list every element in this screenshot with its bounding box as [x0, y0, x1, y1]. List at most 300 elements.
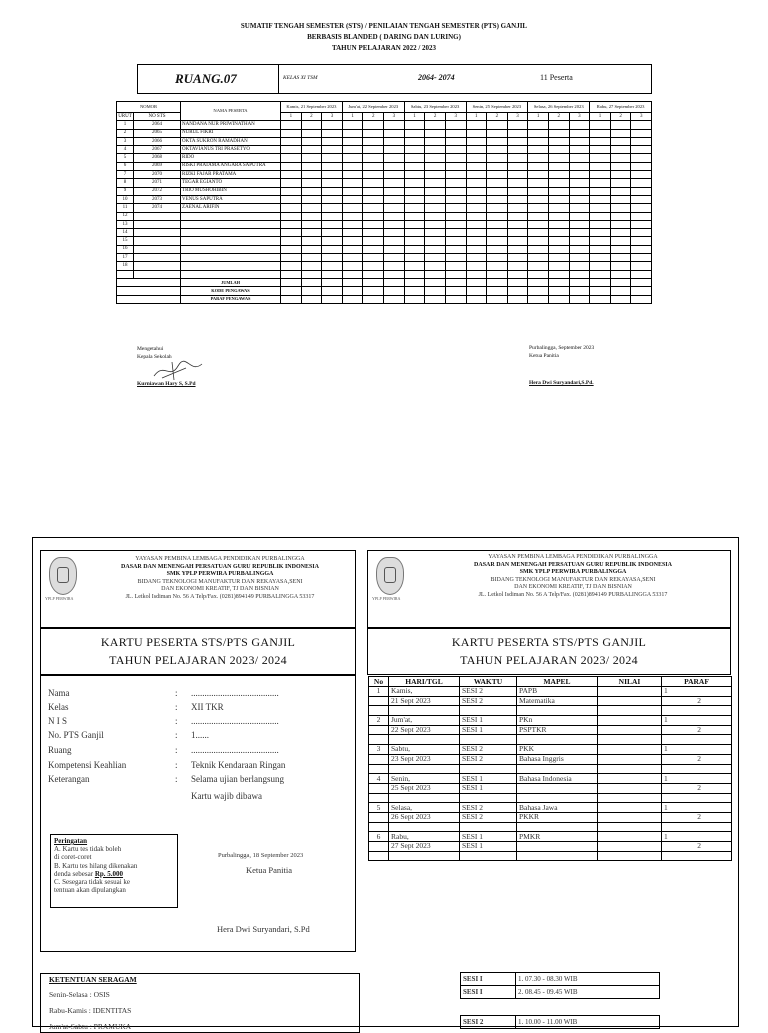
attendance-cell — [548, 195, 569, 203]
attendance-cell — [610, 179, 631, 187]
participant-urut: 2 — [117, 129, 134, 137]
attendance-cell — [528, 270, 549, 278]
attendance-cell — [404, 254, 425, 262]
schedule-table — [368, 676, 732, 861]
attendance-cell — [528, 129, 549, 137]
attendance-cell — [425, 162, 446, 170]
attendance-cell — [528, 187, 549, 195]
schedule-date — [389, 735, 460, 745]
attendance-cell — [548, 171, 569, 179]
participant-nama: ZAENAL ARIFIN — [181, 204, 281, 212]
schedule-date: Rabu, — [389, 832, 460, 842]
schedule-no: 6 — [369, 832, 389, 842]
warning-line: denda sebesar Rp. 5.000 — [54, 869, 124, 878]
participant-urut: 3 — [117, 137, 134, 145]
field-label: Nama — [48, 688, 70, 698]
uniform-item: Senin-Selasa : OSIS — [49, 990, 110, 999]
participant-row — [117, 179, 652, 187]
session-col: 2 — [487, 113, 508, 121]
schedule-date — [389, 851, 460, 861]
session-col: 3 — [445, 113, 466, 121]
attendance-cell — [507, 220, 528, 228]
schedule-date: Sabtu, — [389, 745, 460, 755]
attendance-cell — [548, 162, 569, 170]
attendance-cell — [281, 237, 302, 245]
schedule-row — [369, 822, 732, 832]
attendance-cell — [528, 254, 549, 262]
sig-right-name: Hera Dwi Suryandari,S.Pd. — [529, 380, 594, 386]
attendance-cell — [301, 137, 322, 145]
card-title-line2: TAHUN PELAJARAN 2023/ 2024 — [109, 653, 287, 667]
schedule-time — [460, 793, 517, 803]
attendance-cell — [425, 154, 446, 162]
attendance-cell — [487, 220, 508, 228]
warning-line: B. Kartu tes hilang dikenakan — [54, 861, 138, 870]
participant-no: 2071 — [134, 179, 181, 187]
attendance-cell — [528, 229, 549, 237]
attendance-cell — [548, 204, 569, 212]
schedule-subject: PSPTKR — [517, 725, 598, 735]
attendance-cell — [631, 121, 652, 129]
attendance-cell — [322, 237, 343, 245]
attendance-cell — [445, 270, 466, 278]
attendance-cell — [466, 171, 487, 179]
attendance-cell — [610, 237, 631, 245]
session-time: 2. 08.45 - 09.45 WIB — [516, 986, 660, 999]
session-label: SESI 2 — [461, 1016, 516, 1029]
attendance-cell — [569, 195, 590, 203]
col-nama: NAMA PESERTA — [181, 102, 281, 121]
attendance-cell — [631, 154, 652, 162]
attendance-cell — [466, 245, 487, 253]
participant-urut: 7 — [117, 171, 134, 179]
participant-nama: RIDO — [181, 154, 281, 162]
attendance-cell — [590, 254, 611, 262]
participant-urut: 15 — [117, 237, 134, 245]
participant-nama — [181, 254, 281, 262]
attendance-cell — [466, 137, 487, 145]
participant-nama: RIZKI FAJAR PRATAMA — [181, 171, 281, 179]
institution-text: YAYASAN PEMBINA LEMBAGA PENDIDIKAN PURBALINGGA DASAR DAN MENENGAH PERSATUAN GURU REPUBLIK INDONESIA SMK YPLP PERWIRA PURBALINGGA BIDANG TEKNOLOGI MANUFAKTUR DAN REKAYASA,SENI DAN EKONOMI KREATIF, TJ DAN BISNIAN JL. Letkol Isdiman No. 56 A Telp/Fax. (0281)894149 PURBALINGGA 53317 — [121, 556, 319, 600]
participant-urut: 9 — [117, 187, 134, 195]
attendance-cell — [590, 229, 611, 237]
attendance-cell — [404, 187, 425, 195]
participant-no — [134, 262, 181, 270]
schedule-date: Kamis, — [389, 687, 460, 697]
warning-line: tentuan akan dipulangkan — [54, 886, 126, 895]
attendance-cell — [590, 154, 611, 162]
attendance-cell — [548, 229, 569, 237]
field-value: Teknik Kendaraan Ringan — [191, 760, 286, 770]
participant-no — [134, 229, 181, 237]
participant-no — [134, 245, 181, 253]
uniform-box — [40, 973, 360, 1033]
attendance-cell — [590, 187, 611, 195]
attendance-cell — [548, 154, 569, 162]
schedule-no — [369, 812, 389, 822]
schedule-time — [460, 822, 517, 832]
participant-row — [117, 187, 652, 195]
session-col: 3 — [384, 113, 405, 121]
attendance-cell — [445, 179, 466, 187]
attendance-cell — [590, 121, 611, 129]
schedule-score — [598, 745, 662, 755]
attendance-table — [116, 101, 652, 304]
schedule-col-header: WAKTU — [460, 677, 517, 687]
attendance-cell — [301, 129, 322, 137]
schedule-row — [369, 754, 732, 764]
attendance-cell — [404, 171, 425, 179]
schedule-date: 27 Sept 2023 — [389, 842, 460, 852]
card-title-line2: TAHUN PELAJARAN 2023/ 2024 — [460, 653, 638, 667]
warning-title: Peringatan — [54, 837, 88, 845]
schedule-score — [598, 793, 662, 803]
attendance-cell — [425, 146, 446, 154]
attendance-cell — [445, 262, 466, 270]
attendance-cell — [569, 187, 590, 195]
attendance-cell — [281, 220, 302, 228]
logo-caption: YPLP PERWIRA — [372, 596, 401, 601]
attendance-cell — [342, 129, 363, 137]
attendance-cell — [631, 195, 652, 203]
warning-line: A. Kartu tes tidak boleh — [54, 845, 122, 854]
attendance-cell — [507, 229, 528, 237]
schedule-date — [389, 793, 460, 803]
room-range: 2064- 2074 — [418, 73, 455, 82]
attendance-cell — [528, 204, 549, 212]
participant-nama — [181, 245, 281, 253]
attendance-cell — [445, 254, 466, 262]
attendance-cell — [384, 262, 405, 270]
attendance-cell — [445, 129, 466, 137]
attendance-cell — [404, 204, 425, 212]
attendance-cell — [631, 171, 652, 179]
attendance-cell — [342, 171, 363, 179]
schedule-row — [369, 745, 732, 755]
schedule-time: SESI 1 — [460, 716, 517, 726]
schedule-row — [369, 696, 732, 706]
date-header: Senin, 25 September 2023 — [466, 102, 528, 113]
uniform-item: Rabu-Kamis : IDENTITAS — [49, 1006, 132, 1015]
attendance-cell — [569, 179, 590, 187]
attendance-cell — [342, 137, 363, 145]
attendance-cell — [507, 254, 528, 262]
attendance-cell — [610, 262, 631, 270]
schedule-time: SESI 2 — [460, 696, 517, 706]
attendance-cell — [466, 162, 487, 170]
attendance-cell — [487, 162, 508, 170]
session-col: 2 — [425, 113, 446, 121]
attendance-cell — [363, 220, 384, 228]
session-col: 1 — [466, 113, 487, 121]
participant-urut: 17 — [117, 254, 134, 262]
attendance-cell — [610, 195, 631, 203]
schedule-sign — [662, 851, 732, 861]
attendance-cell — [363, 229, 384, 237]
schedule-row — [369, 716, 732, 726]
attendance-cell — [384, 162, 405, 170]
attendance-cell — [548, 212, 569, 220]
schedule-time — [460, 706, 517, 716]
participant-no — [134, 212, 181, 220]
schedule-date: 23 Sept 2023 — [389, 754, 460, 764]
attendance-cell — [466, 146, 487, 154]
participant-row — [117, 129, 652, 137]
date-header: Kamis, 21 September 2023 — [281, 102, 343, 113]
schedule-score — [598, 764, 662, 774]
attendance-cell — [445, 237, 466, 245]
participant-nama: NANDANA NUR PRIWINATHAN — [181, 121, 281, 129]
attendance-cell — [322, 179, 343, 187]
schedule-date — [389, 764, 460, 774]
uniform-title: KETENTUAN SERAGAM — [49, 975, 137, 984]
field-value: ....................................... — [191, 688, 279, 698]
attendance-cell — [590, 212, 611, 220]
attendance-cell — [610, 229, 631, 237]
participant-row — [117, 121, 652, 129]
schedule-row — [369, 783, 732, 793]
participant-no: 2072 — [134, 187, 181, 195]
schedule-score — [598, 706, 662, 716]
attendance-cell — [507, 137, 528, 145]
attendance-cell — [548, 137, 569, 145]
attendance-cell — [487, 129, 508, 137]
attendance-cell — [466, 129, 487, 137]
participant-row — [117, 229, 652, 237]
field-colon: : — [175, 716, 178, 726]
field-label: Kelas — [48, 702, 69, 712]
attendance-cell — [425, 220, 446, 228]
attendance-cell — [425, 121, 446, 129]
attendance-cell — [631, 129, 652, 137]
attendance-cell — [404, 262, 425, 270]
attendance-cell — [631, 220, 652, 228]
attendance-cell — [301, 154, 322, 162]
attendance-cell — [342, 262, 363, 270]
attendance-cell — [322, 220, 343, 228]
schedule-subject: Bahasa Indonesia — [517, 774, 598, 784]
attendance-cell — [507, 121, 528, 129]
participant-no: 2066 — [134, 137, 181, 145]
school-logo-icon — [376, 557, 404, 595]
attendance-cell — [569, 212, 590, 220]
col-urut: URUT — [117, 113, 134, 121]
attendance-cell — [507, 212, 528, 220]
attendance-cell — [425, 179, 446, 187]
session-col: 1 — [281, 113, 302, 121]
attendance-cell — [301, 204, 322, 212]
schedule-no — [369, 764, 389, 774]
schedule-time: SESI 2 — [460, 812, 517, 822]
attendance-cell — [466, 254, 487, 262]
session-col: 3 — [322, 113, 343, 121]
attendance-cell — [445, 229, 466, 237]
attendance-cell — [384, 270, 405, 278]
schedule-score — [598, 735, 662, 745]
attendance-cell — [445, 162, 466, 170]
attendance-cell — [569, 154, 590, 162]
session-col: 2 — [548, 113, 569, 121]
schedule-no — [369, 725, 389, 735]
attendance-cell — [445, 220, 466, 228]
attendance-cell — [466, 204, 487, 212]
schedule-score — [598, 687, 662, 697]
school-logo-icon — [49, 557, 77, 595]
schedule-col-header: PARAF — [662, 677, 732, 687]
attendance-cell — [342, 204, 363, 212]
attendance-cell — [610, 171, 631, 179]
schedule-sign: 1 — [662, 716, 732, 726]
attendance-cell — [342, 154, 363, 162]
date-header: Jum'at, 22 September 2023 — [342, 102, 404, 113]
attendance-cell — [322, 262, 343, 270]
attendance-cell — [322, 195, 343, 203]
logo-caption: YPLP PERWIRA — [45, 596, 74, 601]
room-name: RUANG.07 — [175, 71, 237, 86]
attendance-cell — [528, 162, 549, 170]
attendance-cell — [631, 137, 652, 145]
attendance-cell — [507, 245, 528, 253]
attendance-cell — [507, 154, 528, 162]
footer-row — [117, 287, 652, 295]
participant-urut: 10 — [117, 195, 134, 203]
participant-no — [134, 270, 181, 278]
attendance-cell — [342, 237, 363, 245]
attendance-cell — [363, 204, 384, 212]
attendance-cell — [363, 121, 384, 129]
attendance-cell — [466, 187, 487, 195]
schedule-date: 21 Sept 2023 — [389, 696, 460, 706]
attendance-cell — [301, 195, 322, 203]
attendance-cell — [610, 154, 631, 162]
attendance-cell — [528, 212, 549, 220]
schedule-col-header: MAPEL — [517, 677, 598, 687]
session-time: 1. 07.30 - 08.30 WIB — [516, 973, 660, 986]
attendance-cell — [610, 129, 631, 137]
attendance-cell — [631, 212, 652, 220]
attendance-cell — [281, 229, 302, 237]
attendance-cell — [445, 187, 466, 195]
attendance-cell — [425, 187, 446, 195]
participant-no: 2067 — [134, 146, 181, 154]
schedule-sign: 1 — [662, 687, 732, 697]
attendance-cell — [301, 237, 322, 245]
attendance-cell — [301, 262, 322, 270]
attendance-cell — [322, 154, 343, 162]
attendance-cell — [569, 254, 590, 262]
schedule-row — [369, 706, 732, 716]
schedule-no — [369, 822, 389, 832]
attendance-cell — [610, 137, 631, 145]
attendance-cell — [590, 204, 611, 212]
schedule-score — [598, 716, 662, 726]
schedule-time — [460, 764, 517, 774]
attendance-cell — [487, 121, 508, 129]
attendance-cell — [507, 162, 528, 170]
attendance-cell — [610, 270, 631, 278]
attendance-cell — [281, 204, 302, 212]
attendance-cell — [528, 146, 549, 154]
field-colon: : — [175, 730, 178, 740]
card-title-left — [40, 628, 356, 675]
attendance-cell — [507, 129, 528, 137]
attendance-cell — [569, 262, 590, 270]
schedule-time: SESI 1 — [460, 774, 517, 784]
schedule-col-header: NILAI — [598, 677, 662, 687]
attendance-cell — [301, 229, 322, 237]
field-colon: : — [175, 745, 178, 755]
attendance-cell — [569, 121, 590, 129]
participant-nama: OKTA SUKRON RAMADHAN — [181, 137, 281, 145]
attendance-cell — [342, 187, 363, 195]
attendance-cell — [528, 154, 549, 162]
schedule-sign: 2 — [662, 842, 732, 852]
schedule-date: 26 Sept 2023 — [389, 812, 460, 822]
attendance-cell — [631, 245, 652, 253]
session-row — [461, 986, 660, 999]
attendance-cell — [528, 245, 549, 253]
field-value: ....................................... — [191, 745, 279, 755]
attendance-cell — [528, 220, 549, 228]
schedule-no — [369, 851, 389, 861]
col-nomor: NOMOR — [117, 102, 181, 113]
attendance-cell — [404, 179, 425, 187]
attendance-cell — [548, 270, 569, 278]
schedule-sign: 1 — [662, 832, 732, 842]
participant-urut: 14 — [117, 229, 134, 237]
room-info-box — [137, 64, 652, 94]
attendance-cell — [487, 212, 508, 220]
session-label: SESI I — [461, 973, 516, 986]
attendance-cell — [569, 245, 590, 253]
participant-nama — [181, 212, 281, 220]
schedule-time: SESI 2 — [460, 687, 517, 697]
session-table — [460, 972, 660, 1029]
attendance-cell — [384, 204, 405, 212]
session-col: 3 — [631, 113, 652, 121]
participant-no: 2074 — [134, 204, 181, 212]
attendance-cell — [445, 245, 466, 253]
attendance-cell — [548, 187, 569, 195]
attendance-cell — [363, 254, 384, 262]
attendance-cell — [528, 195, 549, 203]
attendance-cell — [466, 154, 487, 162]
attendance-cell — [466, 212, 487, 220]
attendance-cell — [487, 245, 508, 253]
attendance-cell — [487, 229, 508, 237]
field-value: Kartu wajib dibawa — [191, 791, 262, 801]
attendance-cell — [590, 179, 611, 187]
participant-no: 2070 — [134, 171, 181, 179]
session-col: 3 — [507, 113, 528, 121]
participant-nama — [181, 237, 281, 245]
attendance-cell — [631, 237, 652, 245]
card-title-line1: KARTU PESERTA STS/PTS GANJIL — [100, 635, 296, 649]
attendance-cell — [631, 204, 652, 212]
session-row — [461, 973, 660, 986]
schedule-sign: 1 — [662, 774, 732, 784]
attendance-cell — [404, 154, 425, 162]
sheet-title-line2: BERBASIS BLANDED ( DARING DAN LURING) — [307, 33, 461, 41]
attendance-cell — [590, 262, 611, 270]
participant-row — [117, 204, 652, 212]
sig-left-name: Kurniawan Hary S, S.Pd — [137, 381, 196, 387]
attendance-cell — [445, 195, 466, 203]
schedule-row — [369, 793, 732, 803]
schedule-date — [389, 706, 460, 716]
field-colon: : — [175, 688, 178, 698]
schedule-sign — [662, 764, 732, 774]
